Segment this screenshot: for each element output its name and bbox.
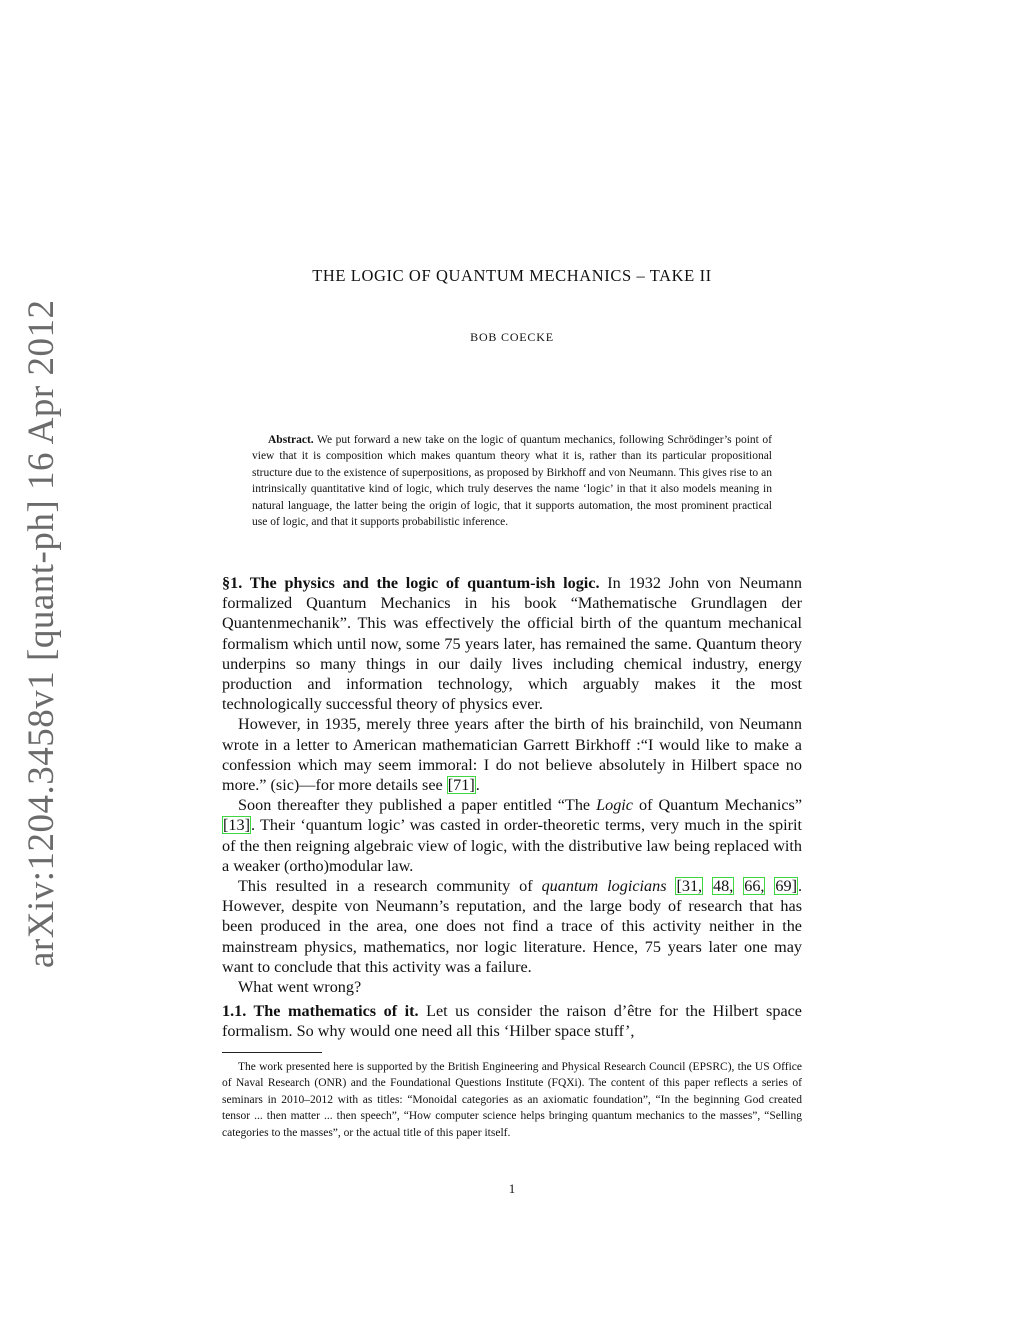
abstract-text: We put forward a new take on the logic of quantum mechanics, following Schrödinger’s point of view that it is composition which makes quantum theory what it is, rather than its particular propositional structure due to the existence of superpositions, as proposed by Birkhoff and von Neumann. This gives rise to an intrinsically quantitative kind of logic, which truly deserves the name ‘logic’ in that it also models meaning in natural language, the latter being the origin of logic, that it supports automation, the most prominent practical use of logic, and that it supports probabilistic inference.: [252, 434, 772, 529]
quantum-logicians-emphasis: quantum logicians: [541, 877, 667, 896]
paragraph-4-text-a: This resulted in a research community of: [238, 877, 533, 896]
abstract-label: Abstract.: [268, 434, 314, 446]
citation-link-31[interactable]: [31,: [676, 877, 703, 896]
paragraph-3-text-a: Soon thereafter they published a paper entitled “The: [238, 796, 591, 815]
page-number: 1: [508, 1181, 516, 1196]
citation-link-69[interactable]: 69]: [775, 877, 797, 896]
citation-link-66[interactable]: 66,: [744, 877, 765, 896]
section-1-heading: §1. The physics and the logic of quantum-ish logic.: [222, 574, 600, 592]
paragraph-3-text-b: of Quantum Mechanics”: [638, 796, 803, 815]
section-1-paragraph-1: [222, 573, 802, 714]
footnote: The work presented here is supported by the British Engineering and Physical Research Council (EPSRC), the US Office of Naval Research (ONR) and the Foundational Questions Institute (FQXi). The content of this paper reflects a series of seminars in 2010–2012 with as titles: “Monoidal categories as an axiomatic foundation”, “In the beginning God created tensor ... then matter ... then speech”, “How computer science helps bringing quantum mechanics to the masses”, “Selling categories to the masses”, or the actual title of this paper itself.: [222, 1061, 802, 1139]
section-1-paragraph-1-text: In 1932 John von Neumann formalized Quantum Mechanics in his book “Mathematische Grundlagen der Quantenmechanik”. This was effectively the official birth of the quantum mechanical formalism which until now, some 75 years later, has remained the same. Quantum theory underpins so many things in our daily lives including chemical industry, energy production and information technology, which arguably makes it the most technologically successful theory of physics ever.: [222, 574, 803, 714]
section-1-paragraph-4: [222, 876, 802, 977]
section-1-paragraph-5: What went wrong?: [238, 978, 362, 997]
paragraph-3-text-c: . Their ‘quantum logic’ was casted in order-theoretic terms, very much in the spirit of the then reigning algebraic view of logic, with the distributive law being replaced with a weaker (ortho)modular law.: [222, 816, 802, 875]
citation-link-71[interactable]: [71]: [447, 776, 475, 795]
paragraph-4-text-b: . However, despite von Neumann’s reputation, and the large body of research that has been produced in the area, one does not find a trace of this activity neither in the mainstream physics, mathematics, nor logic literature. Hence, 75 years later one may want to conclude that this activity was a failure.: [222, 877, 803, 976]
main-body: [222, 573, 802, 1042]
section-1-paragraph-3: [222, 795, 802, 876]
citation-link-48[interactable]: 48,: [713, 877, 734, 896]
section-1-paragraph-2: However, in 1935, merely three years after the birth of his brainchild, von Neumann wrote in a letter to American mathematician Garrett Birkhoff :“I would like to make a confession which may seem immoral: I do not believe absolutely in Hilbert space no more.” (sic)—for more details see [71].: [222, 715, 802, 795]
logic-emphasis: Logic: [596, 796, 633, 815]
footnote-divider: [222, 1052, 322, 1053]
abstract: [252, 432, 772, 530]
paper-title: THE LOGIC OF QUANTUM MECHANICS – TAKE II: [312, 266, 712, 285]
arxiv-identifier-stamp: arXiv:1204.3458v1 [quant-ph] 16 Apr 2012: [21, 299, 62, 968]
subsection-1-1-heading: 1.1. The mathematics of it.: [222, 1002, 419, 1021]
paper-author: BOB COECKE: [470, 330, 554, 344]
citation-link-13[interactable]: [13]: [223, 816, 250, 835]
subsection-1-1-text: Let us consider the raison d’être for the Hilbert space formalism. So why would one need all this ‘Hilber space stuff’,: [222, 1002, 802, 1041]
paragraph-2-text: However, in 1935, merely three years after the birth of his brainchild, von Neumann wrote in a letter to American mathematician Garrett Birkhoff :“I would like to make a confession which may seem immoral: I do not believe absolutely in Hilbert space no more.” (sic)—for more details see: [222, 715, 802, 795]
subsection-1-1: [222, 1001, 802, 1041]
